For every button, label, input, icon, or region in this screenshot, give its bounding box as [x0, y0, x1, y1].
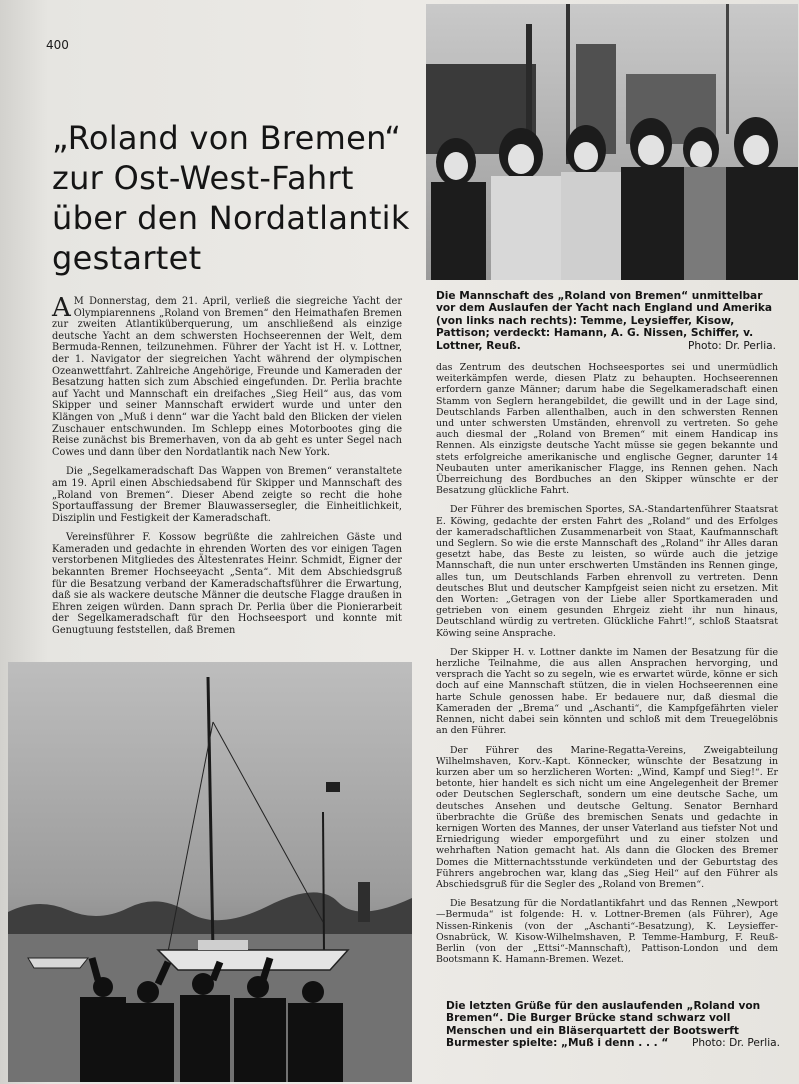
yacht-photo-caption: [446, 1000, 780, 1050]
headline-line-1: „Roland von Bremen“: [52, 119, 402, 157]
article-paragraph: das Zentrum des deutschen Hochseesportes sei und unermüdlich weiterkämpfen werde, diesen Platz zu behaupten. Hochseerennen erfordern ganze Männer; darum habe die Segelkameradschaft einen Stamm von Seglern herangebildet, die gewillt und in der Lage sind, Deutschlands Farben allenthalben, auch in den schwersten Rennen und unter schwersten Umständen, ehrenvoll zu vertreten. So gehe auch diesmal der „Roland von Bremen“ mit einem Handicap ins Rennen. Als einzigste deutsche Yacht müsse sie gegen bekannte und stets erfolgreiche amerikanische und englische Gegner, darunter 14 Neubauten unter amerikanischer Flagge, ins Rennen gehen. Nach Überreichung des Bordbuches an den Skipper wünschte er der Besatzung glückliche Fahrt.: [436, 362, 778, 497]
article-paragraph: Vereinsführer F. Kossow begrüßte die zahlreichen Gäste und Kameraden und gedachte in ehrenden Worten des vor einigen Tagen verstorbenen Mitgliedes des Ältestenrates Heinr. Schmidt, Eigner der bekannten Bremer Hochseeyacht „Senta“. Mit dem Abschiedsgruß für die Besatzung verband der Kameradschaftsführer die Erwartung, daß sie als wackere deutsche Männer die deutsche Flagge draußen in Ehren zeigen würden. Dann sprach Dr. Perlia über die Pionierarbeit der Segelkameradschaft für den Hochseesport und konnte mit Genugtuung feststellen, daß Bremen: [52, 532, 402, 637]
left-text-column: [52, 293, 402, 645]
right-text-column: [436, 362, 778, 973]
headline-line-2: zur Ost-West-Fahrt: [52, 159, 354, 197]
article-paragraph: A M Donnerstag, dem 21. April, verließ die siegreiche Yacht der Olympiarennens „Roland von Bremen“ den Heimathafen Bremen zur zweiten Atlantiküberquerung, um anschließend als einzige deutsche Yacht an dem schwersten Hochseerennen der Welt, dem Bermuda-Rennen, teilzunehmen. Führer der Yacht ist H. v. Lottner, der 1. Navigator der siegreichen Yacht während der olympischen Ozeanwettfahrt. Zahlreiche Angehörige, Freunde und Kameraden der Besatzung hatten sich zum Abschied eingefunden. Dr. Perlia brachte auf Yacht und Mannschaft ein dreifaches „Sieg Heil“ aus, das vom Skipper und seiner Mannschaft erwidert wurde und unter den Klängen von „Muß i denn“ war die Yacht bald den Blicken der vielen Zuschauer entschwunden. Im Schlepp eines Motorbootes ging die Reise zunächst bis Bremerhaven, von da ab geht es unter Segel nach Cowes und dann über den Nordatlantik nach New York.: [52, 293, 402, 458]
crew-caption-credit: Photo: Dr. Perlia.: [687, 339, 776, 352]
article-headline: [52, 118, 412, 278]
drop-cap: A: [52, 293, 71, 323]
yacht-caption-text: Die letzten Grüße für den auslaufenden „Roland von Bremen“. Die Burger Brücke stand schwarz voll Menschen und ein Bläserquartett der Bootswerft Burmester spielte: „Muß i denn . . . “: [446, 1000, 761, 1050]
article-paragraph: Der Führer des bremischen Sportes, SA.-Standartenführer Staatsrat E. Köwing, gedachte der ersten Fahrt des „Roland“ und des Erfolges der kameradschaftlichen Zusammenarbeit von Staat, Kaufmannschaft und Seglern. So wie die erste Mannschaft des „Roland“ ihr Alles daran gesetzt habe, das Beste zu leisten, so würde auch die jetzige Mannschaft, die nun unter erschwerten Umständen ins Rennen ginge, alles tun, um Deutschlands Farben ehrenvoll zu vertreten. Denn deutsches Blut und deutscher Kampfgeist seien nicht zu ersetzen. Mit den Worten: „Getragen von der Liebe aller Sportkameraden und getrieben von einem gesunden Ehrgeiz zieht ihr nun hinaus, Deutschland würdig zu vertreten. Glückliche Fahrt!“, schloß Staatsrat Köwing seine Ansprache.: [436, 504, 778, 639]
yacht-departure-image: [8, 662, 412, 1082]
crew-photo-caption: [436, 290, 776, 352]
crew-photo: [426, 4, 798, 280]
crew-caption-text: Die Mannschaft des „Roland von Bremen“ unmittelbar vor dem Auslaufen der Yacht nach England und Amerika (von links nach rechts): Temme, Leysieffer, Kisow, Pattison; verdeckt: Hamann, A. G. Nissen, Schiffer, v. Lottner, Reuß.: [436, 290, 773, 352]
article-paragraph: Der Führer des Marine-Regatta-Vereins, Zweigabteilung Wilhelmshaven, Korv.-Kapt. Könnecker, wünschte der Besatzung in kurzen aber um so herzlicheren Worten: „Wind, Kampf und Sieg!“. Er betonte, hier handelt es sich nicht um eine Angelegenheit der Bremer oder Deutschen Seglerschaft, sondern um eine deutsche Sache, um deutsches Ansehen und deutsche Geltung. Senator Bernhard überbrachte die Grüße des bremischen Senats und gedachte in kernigen Worten des Mannes, der unser Vaterland aus tiefster Not und Erniedrigung wieder emporgeführt und zu einer stolzen und wehrhaften Nation gemacht hat. Als dann die Glocken des Bremer Domes die Mitternachtsstunde verkündeten und der Geburtstag des Führers angebrochen war, klang das „Sieg Heil“ auf den Führer als Abschiedsgruß für die Segler des „Roland von Bremen“.: [436, 744, 778, 890]
page-number: 400: [46, 38, 69, 52]
headline-line-3: über den Nordatlantik: [52, 199, 410, 237]
crew-photo-image: [426, 4, 798, 280]
yacht-departure-photo: [8, 662, 412, 1082]
article-paragraph: Der Skipper H. v. Lottner dankte im Namen der Besatzung für die herzliche Teilnahme, die aus allen Ansprachen hervorging, und versprach die Yacht so zu segeln, wie es erwartet würde, könne er sich doch auf eine Mannschaft stützen, die in vielen Hochseerennen eine harte Schule genossen habe. Er bedauere nur, daß diesmal die Kameraden der „Brema“ und „Aschanti“, die Kampfgefährten vieler Rennen, nicht dabei sein könnten und schloß mit dem Treuegelöbnis an den Führer.: [436, 646, 778, 737]
article-paragraph: Die Besatzung für die Nordatlantikfahrt und das Rennen „Newport—Bermuda“ ist folgende: H. v. Lottner-Bremen (als Führer), Age Nissen-Rinkenis (von der „Aschanti“-Besatzung), K. Leysieffer-Osnabrück, W. Kisow-Wilhelmshaven, P. Temme-Hamburg, F. Reuß-Berlin (von der „Ettsi“-Mannschaft), Pattison-London und dem Bootsmann K. Hamann-Bremen. Wezet.: [436, 898, 778, 966]
headline-line-4: gestartet: [52, 239, 202, 277]
yacht-caption-credit: Photo: Dr. Perlia.: [691, 1037, 780, 1050]
article-paragraph: Die „Segelkameradschaft Das Wappen von Bremen“ veranstaltete am 19. April einen Abschiedsabend für Skipper und Mannschaft des „Roland von Bremen“. Dieser Abend zeigte so recht die hohe Sportauffassung der Bremer Blauwassersegler, die Einheitlichkeit, Disziplin und Festigkeit der Kameradschaft.: [52, 466, 402, 524]
